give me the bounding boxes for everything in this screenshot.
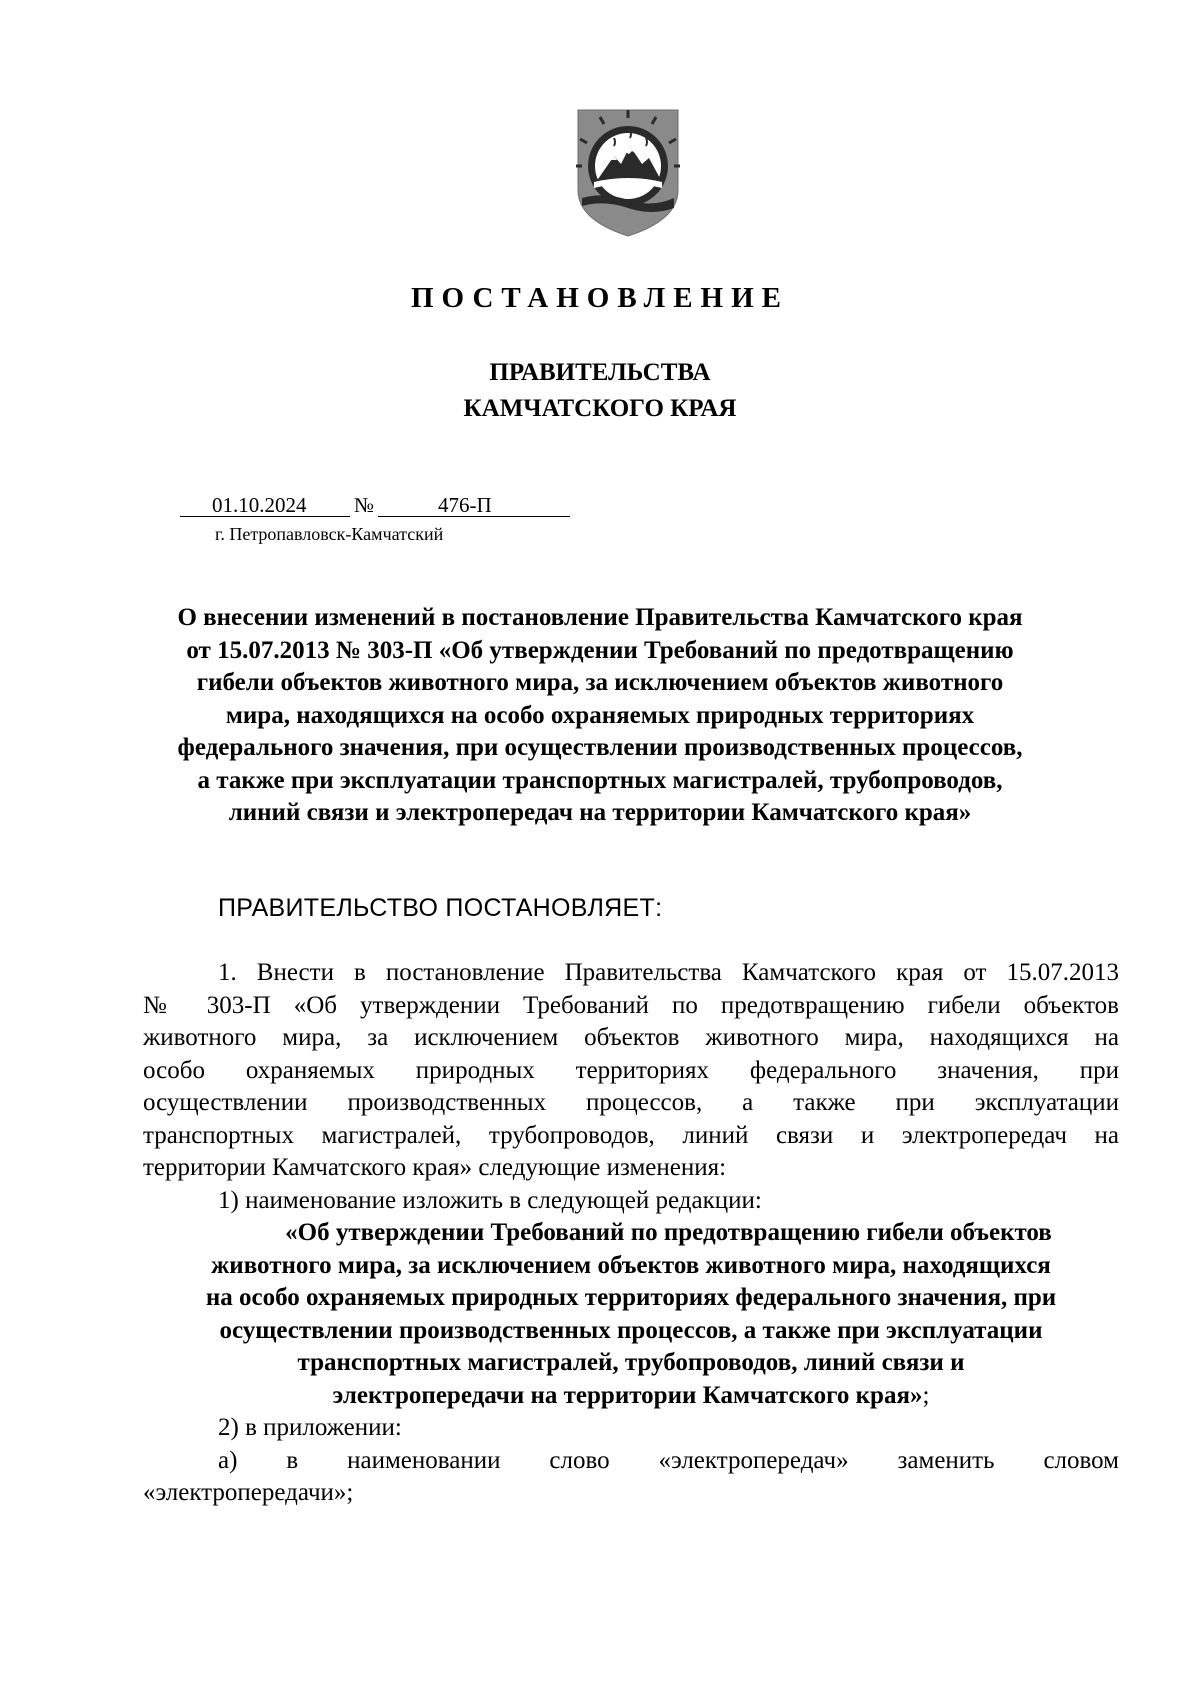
- body-line: осуществлении производственных процессов, а также при эксплуатации: [143, 1089, 1119, 1116]
- quote-line: осуществлении производственных процессов, а также при эксплуатации: [219, 1316, 1043, 1344]
- title-line: гибели объектов животного мира, за исключением объектов животного: [196, 669, 1004, 696]
- coat-of-arms-icon: [574, 108, 682, 238]
- title-line: О внесении изменений в постановление Правительства Камчатского края: [177, 604, 1023, 631]
- issuing-authority: [0, 355, 1200, 427]
- quote-terminator: ;: [922, 1381, 930, 1409]
- authority-line: ПРАВИТЕЛЬСТВА: [489, 359, 711, 386]
- body-line: особо охраняемых природных территориях федерального значения, при: [143, 1056, 1119, 1084]
- list-item-2a: а) в наименовании слово «электропередач» заменить словом: [218, 1446, 1119, 1474]
- document-number: 476-П: [378, 494, 570, 517]
- list-item-1: 1) наименование изложить в следующей редакции:: [218, 1186, 762, 1214]
- document-date: 01.10.2024: [180, 494, 350, 517]
- document-type: ПОСТАНОВЛЕНИЕ: [410, 282, 789, 314]
- date-number-line: [180, 493, 570, 518]
- resolution-phrase: ПРАВИТЕЛЬСТВО ПОСТАНОВЛЯЕТ:: [218, 894, 663, 922]
- title-line: а также при эксплуатации транспортных магистралей, трубопроводов,: [197, 766, 1003, 794]
- title-line: мира, находящихся на особо охраняемых природных территориях: [225, 701, 975, 729]
- quote-line-last: [143, 1380, 1119, 1413]
- document-title: [120, 602, 1080, 830]
- body-line: 1. Внести в постановление Правительства Камчатского края от 15.07.2013: [218, 959, 1119, 986]
- body-line: № 303-П «Об утверждении Требований по предотвращению гибели объектов: [143, 991, 1119, 1019]
- title-line: линий связи и электропередач на территории Камчатского края»: [228, 799, 972, 826]
- body-line: животного мира, за исключением объектов животного мира, находящихся на: [143, 1024, 1119, 1051]
- number-sign: №: [353, 493, 375, 517]
- body-line: территории Камчатского края» следующие изменения:: [143, 1154, 727, 1181]
- quote-text: электропередачи на территории Камчатского края»: [332, 1381, 923, 1409]
- document-body: [143, 957, 1119, 1510]
- authority-line: КАМЧАТСКОГО КРАЯ: [463, 395, 737, 422]
- list-item-2: 2) в приложении:: [218, 1414, 402, 1441]
- quote-line: транспортных магистралей, трубопроводов, линий связи и: [297, 1349, 965, 1376]
- quote-line: на особо охраняемых природных территориях федерального значения, при: [205, 1284, 1057, 1311]
- quote-line: «Об утверждении Требований по предотвращению гибели объектов: [285, 1219, 1052, 1246]
- issue-city: г. Петропавловск-Камчатский: [215, 524, 444, 544]
- list-item-2a-continuation: «электропередачи»;: [143, 1479, 354, 1506]
- body-line: транспортных магистралей, трубопроводов, линий связи и электропередач на: [143, 1121, 1119, 1149]
- title-line: от 15.07.2013 № 303-П «Об утверждении Требований по предотвращению: [186, 636, 1014, 664]
- quote-line: животного мира, за исключением объектов животного мира, находящихся: [211, 1251, 1051, 1279]
- title-line: федерального значения, при осуществлении производственных процессов,: [177, 734, 1023, 761]
- new-title-quote: [143, 1217, 1119, 1412]
